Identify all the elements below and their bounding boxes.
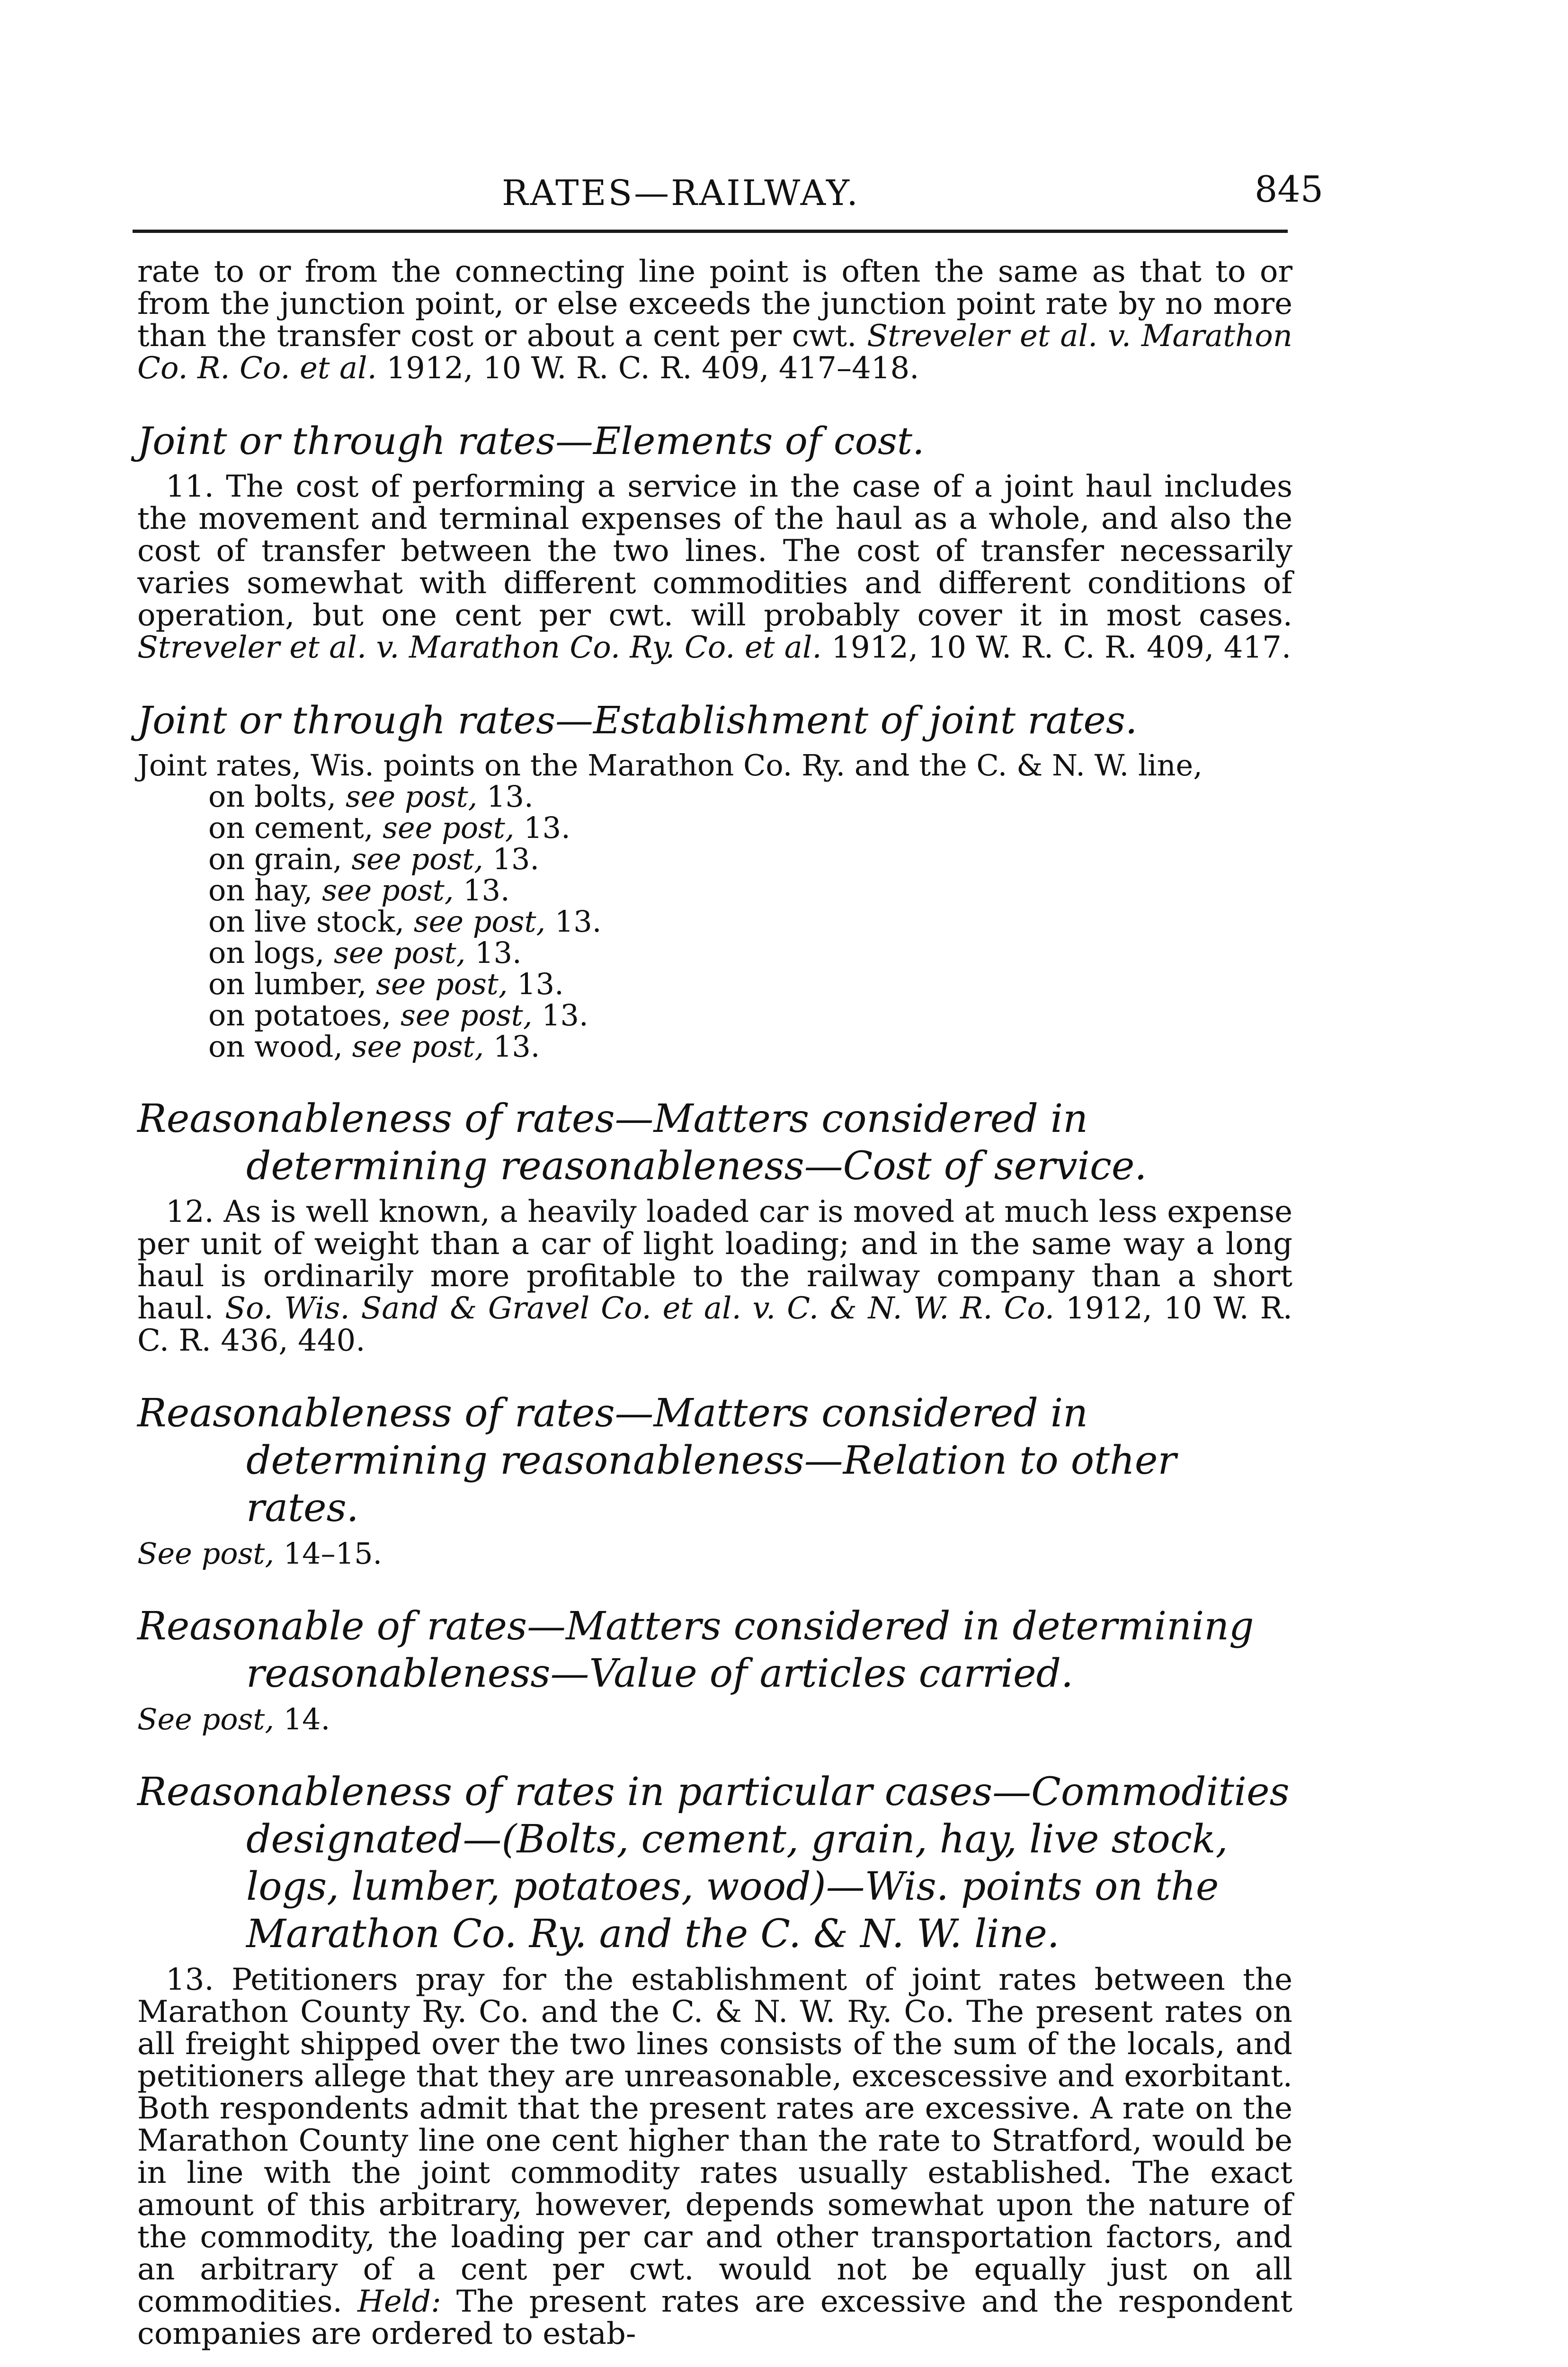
section-heading: Reasonableness of rates—Matters considered in determining reasonableness—Relation to other rates. [137,1391,1176,1531]
list-lead: Joint rates, Wis. points on the Marathon Co. Ry. and the C. & N. W. line, [137,748,1203,783]
paragraph-continued: rate to or from the connecting line point is often the same as that to or from the junction point, or else exceeds the junction point rate by no more than the transfer cost or about a cent per cwt. Streveler et al. v. Marathon Co. R. Co. et al. 1912, 10 W. R. C. R. 409, 417–418. [137,254,1293,386]
running-title: RATES—RAILWAY. [502,173,860,214]
paragraph-11: 11. The cost of performing a service in the case of a joint haul includes the movement and terminal expenses of the haul as a whole, and also the cost of transfer between the two lines. The cost of transfer necessarily varies somewhat with different commodities and different conditions of operation, but one cent per cwt. will probably cover it in most cases. Streveler et al. v. Marathon Co. Ry. Co. et al. 1912, 10 W. R. C. R. 409, 417. [137,469,1292,665]
held-label: Held: [357,2284,441,2319]
page-number: 845 [1255,168,1324,210]
section-heading: Joint or through rates—Elements of cost. [137,419,925,463]
see-reference: See post, 14–15. [137,1536,383,1571]
case-citation: So. Wis. Sand & Gravel Co. et al. v. C. & N. W. R. Co. [225,1291,1055,1326]
case-citation: Streveler et al. v. Marathon Co. R. Co. et al. [137,319,1293,386]
paragraph-12: 12. As is well known, a heavily loaded car is moved at much less expense per unit of weight than a car of light loading; and in the same way a long haul is ordinarily more profitable to the railway company than a short haul. So. Wis. Sand & Gravel Co. et al. v. C. & N. W. R. Co. 1912, 10 W. R. C. R. 436, 440. [137,1194,1293,1358]
list-item: on grain, see post, 13. [208,842,540,876]
section-heading: Reasonable of rates—Matters considered in determining reasonableness—Value of articles carried. [137,1604,1254,1696]
list-item: on bolts, see post, 13. [208,779,534,814]
list-item: on live stock, see post, 13. [208,904,602,939]
cross-reference-list [137,750,1292,1062]
list-item: on lumber, see post, 13. [208,967,564,1001]
list-item: on potatoes, see post, 13. [208,998,588,1032]
list-item: on wood, see post, 13. [208,1029,540,1064]
paragraph-13: 13. Petitioners pray for the establishment of joint rates between the Marathon County Ry. Co. and the C. & N. W. Ry. Co. The present rates on all freight shipped over the two lines consists of the sum of the locals, and petitioners allege that they are unreasonable, excescessive and exorbitant. Both respondents admit that the present rates are excessive. A rate on the Marathon County line one cent higher than the rate to Stratford, would be in line with the joint commodity rates usually established. The exact amount of this arbitrary, however, depends somewhat upon the nature of the commodity, the loading per car and other transportation factors, and an arbitrary of a cent per cwt. would not be equally just on all commodities. Held: The present rates are excessive and the respondent companies are ordered to estab- [137,1962,1293,2351]
case-citation: Streveler et al. v. Marathon Co. Ry. Co. et al. [137,630,822,665]
list-item: on hay, see post, 13. [208,873,510,908]
see-reference: See post, 14. [137,1702,330,1736]
section-heading: Reasonableness of rates—Matters considered in determining reasonableness—Cost of service. [137,1096,1147,1189]
section-heading: Joint or through rates—Establishment of joint rates. [137,698,1138,742]
page-header [133,168,1324,225]
list-item: on cement, see post, 13. [208,810,570,845]
list-item: on logs, see post, 13. [208,935,522,970]
section-heading: Reasonableness of rates in particular cases—Commodities designated—(Bolts, cement, grain, hay, live stock, logs, lumber, potatoes, wood)—Wis. points on the Marathon Co. Ry. and the C. & N. W. line. [137,1770,1290,1957]
header-rule [133,230,1288,233]
page-body [137,256,1292,2350]
